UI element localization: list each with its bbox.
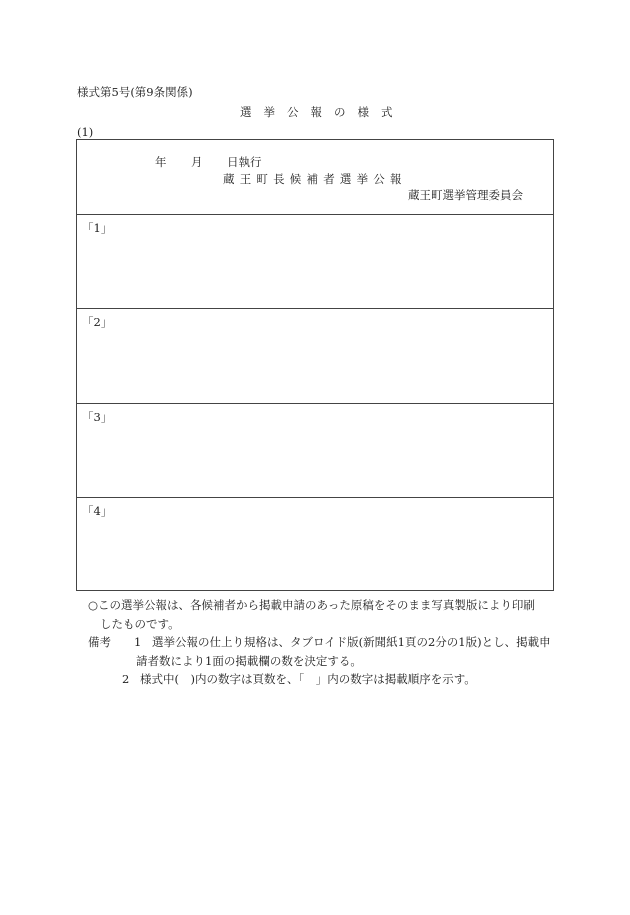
date-month: 月 xyxy=(191,155,203,169)
bulletin-title: 蔵王町長候補者選挙公報 xyxy=(223,172,407,186)
remark-1-number: 1 xyxy=(134,635,142,649)
slot-label: 「3」 xyxy=(82,410,113,424)
form-title: 選挙公報の様式 xyxy=(240,105,405,119)
candidate-slot-1 xyxy=(77,215,553,309)
note-line-1: ○この選挙公報は、各候補者から掲載申請のあった原稿をそのまま写真製版により印刷 xyxy=(88,598,535,612)
slot-label: 「1」 xyxy=(82,221,113,235)
remark-1 xyxy=(88,633,558,671)
remark-2-text: 様式中( )内の数字は頁数を、「 」内の数字は掲載順序を示す。 xyxy=(140,672,476,686)
remark-2 xyxy=(88,670,558,689)
bulletin-form-box xyxy=(76,139,554,591)
election-committee: 蔵王町選挙管理委員会 xyxy=(408,188,523,202)
remark-1-line-2: 請者数により1面の掲載欄の数を決定する。 xyxy=(136,654,362,668)
note-line-2: したものです。 xyxy=(100,617,180,631)
remark-2-number: 2 xyxy=(122,672,130,686)
candidate-slot-2 xyxy=(77,309,553,404)
bulletin-note xyxy=(88,596,558,634)
slot-label: 「4」 xyxy=(82,504,113,518)
date-day: 日執行 xyxy=(227,155,262,169)
candidate-slot-4 xyxy=(77,498,553,590)
candidate-slot-3 xyxy=(77,404,553,498)
slot-label: 「2」 xyxy=(82,315,113,329)
form-number: 様式第5号(第9条関係) xyxy=(77,85,193,99)
date-year: 年 xyxy=(155,155,167,169)
remark-heading: 備考 xyxy=(88,635,111,649)
remark-1-line-1: 選挙公報の仕上り規格は、タブロイド版(新聞紙1頁の2分の1版)とし、掲載申 xyxy=(152,635,551,649)
page-number: (1) xyxy=(77,125,94,139)
bulletin-header xyxy=(77,140,553,215)
election-date-line xyxy=(155,154,262,170)
